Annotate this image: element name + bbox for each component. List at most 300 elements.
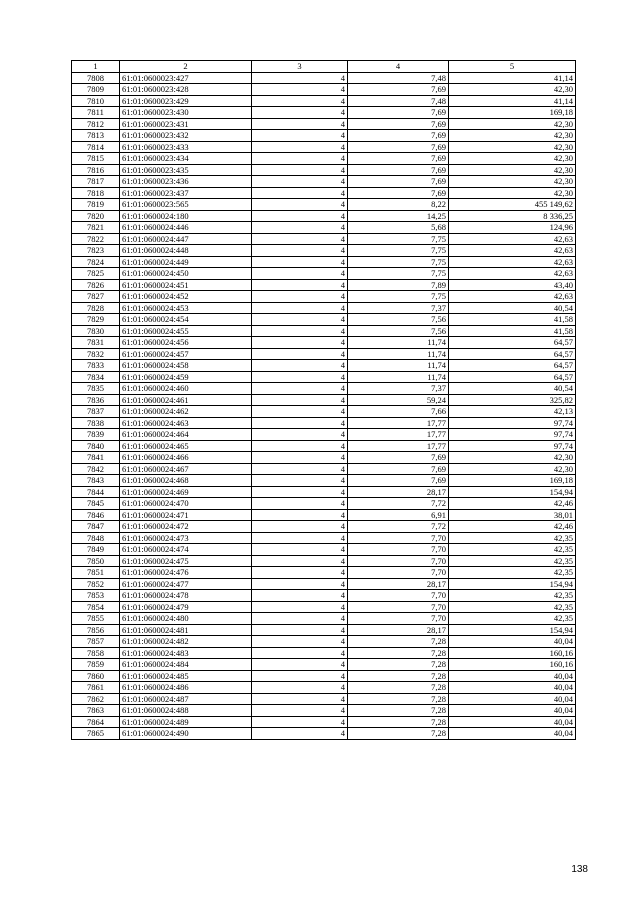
table-cell-col2: 61:01:0600024:484 xyxy=(120,659,252,671)
table-row xyxy=(72,199,576,211)
table-cell-col2: 61:01:0600024:469 xyxy=(120,486,252,498)
table-cell-col3: 4 xyxy=(252,521,348,533)
table-cell-col5: 42,30 xyxy=(449,463,576,475)
table-cell-col3: 4 xyxy=(252,118,348,130)
table-cell-col5: 40,04 xyxy=(449,670,576,682)
table-cell-col4: 7,28 xyxy=(348,636,449,648)
table-cell-col1: 7856 xyxy=(72,624,120,636)
table-cell-col3: 4 xyxy=(252,279,348,291)
table-cell-col1: 7860 xyxy=(72,670,120,682)
table-cell-col2: 61:01:0600024:448 xyxy=(120,245,252,257)
table-cell-col3: 4 xyxy=(252,728,348,740)
table-cell-col4: 28,17 xyxy=(348,578,449,590)
table-cell-col2: 61:01:0600024:446 xyxy=(120,222,252,234)
table-row xyxy=(72,371,576,383)
table-cell-col5: 42,30 xyxy=(449,130,576,142)
table-cell-col4: 7,69 xyxy=(348,130,449,142)
table-cell-col3: 4 xyxy=(252,475,348,487)
table-cell-col5: 97,74 xyxy=(449,429,576,441)
table-cell-col1: 7821 xyxy=(72,222,120,234)
table-cell-col4: 7,66 xyxy=(348,406,449,418)
table-cell-col2: 61:01:0600024:483 xyxy=(120,647,252,659)
page-number: 138 xyxy=(571,864,588,875)
table-cell-col1: 7864 xyxy=(72,716,120,728)
table-cell-col2: 61:01:0600024:468 xyxy=(120,475,252,487)
table-row xyxy=(72,486,576,498)
table-cell-col3: 4 xyxy=(252,555,348,567)
table-row xyxy=(72,636,576,648)
table-cell-col2: 61:01:0600024:462 xyxy=(120,406,252,418)
table-cell-col1: 7831 xyxy=(72,337,120,349)
table-cell-col3: 4 xyxy=(252,268,348,280)
table-cell-col5: 42,63 xyxy=(449,233,576,245)
table-cell-col3: 4 xyxy=(252,624,348,636)
table-cell-col3: 4 xyxy=(252,233,348,245)
table-row xyxy=(72,222,576,234)
table-row xyxy=(72,716,576,728)
table-cell-col5: 42,35 xyxy=(449,590,576,602)
table-cell-col2: 61:01:0600024:464 xyxy=(120,429,252,441)
table-cell-col5: 154,94 xyxy=(449,624,576,636)
table-cell-col2: 61:01:0600023:433 xyxy=(120,141,252,153)
table-row xyxy=(72,670,576,682)
table-cell-col1: 7829 xyxy=(72,314,120,326)
table-cell-col4: 7,28 xyxy=(348,716,449,728)
table-cell-col4: 7,69 xyxy=(348,141,449,153)
table-cell-col5: 42,63 xyxy=(449,245,576,257)
table-row xyxy=(72,130,576,142)
table-cell-col1: 7839 xyxy=(72,429,120,441)
table-cell-col4: 7,28 xyxy=(348,670,449,682)
table-row xyxy=(72,647,576,659)
table-cell-col2: 61:01:0600024:454 xyxy=(120,314,252,326)
table-cell-col4: 7,69 xyxy=(348,107,449,119)
table-row xyxy=(72,624,576,636)
table-cell-col3: 4 xyxy=(252,417,348,429)
table-cell-col2: 61:01:0600023:431 xyxy=(120,118,252,130)
table-cell-col5: 42,30 xyxy=(449,153,576,165)
table-cell-col5: 42,63 xyxy=(449,256,576,268)
table-cell-col3: 4 xyxy=(252,107,348,119)
table-cell-col4: 7,37 xyxy=(348,302,449,314)
table-cell-col1: 7826 xyxy=(72,279,120,291)
table-cell-col4: 11,74 xyxy=(348,360,449,372)
table-cell-col4: 7,56 xyxy=(348,314,449,326)
table-cell-col5: 41,14 xyxy=(449,72,576,84)
table-cell-col1: 7853 xyxy=(72,590,120,602)
table-cell-col1: 7812 xyxy=(72,118,120,130)
table-cell-col2: 61:01:0600023:435 xyxy=(120,164,252,176)
table-cell-col2: 61:01:0600023:427 xyxy=(120,72,252,84)
table-row xyxy=(72,233,576,245)
table-cell-col5: 42,30 xyxy=(449,176,576,188)
table-row xyxy=(72,429,576,441)
table-cell-col4: 7,72 xyxy=(348,521,449,533)
table-cell-col3: 4 xyxy=(252,682,348,694)
table-cell-col4: 7,75 xyxy=(348,256,449,268)
table-row xyxy=(72,613,576,625)
table-cell-col5: 42,30 xyxy=(449,84,576,96)
table-cell-col4: 7,28 xyxy=(348,693,449,705)
table-cell-col5: 40,04 xyxy=(449,693,576,705)
table-cell-col1: 7817 xyxy=(72,176,120,188)
table-cell-col2: 61:01:0600024:447 xyxy=(120,233,252,245)
table-cell-col1: 7845 xyxy=(72,498,120,510)
table-row xyxy=(72,291,576,303)
table-cell-col3: 4 xyxy=(252,256,348,268)
table-row xyxy=(72,498,576,510)
table-cell-col2: 61:01:0600024:451 xyxy=(120,279,252,291)
table-cell-col1: 7808 xyxy=(72,72,120,84)
table-cell-col2: 61:01:0600024:460 xyxy=(120,383,252,395)
table-cell-col4: 7,28 xyxy=(348,728,449,740)
table-cell-col2: 61:01:0600024:485 xyxy=(120,670,252,682)
table-cell-col4: 7,56 xyxy=(348,325,449,337)
table-cell-col4: 7,75 xyxy=(348,291,449,303)
table-cell-col5: 40,04 xyxy=(449,728,576,740)
table-cell-col5: 42,63 xyxy=(449,291,576,303)
table-cell-col3: 4 xyxy=(252,590,348,602)
table-cell-col2: 61:01:0600023:428 xyxy=(120,84,252,96)
table-cell-col3: 4 xyxy=(252,452,348,464)
table-cell-col3: 4 xyxy=(252,601,348,613)
table-row xyxy=(72,601,576,613)
table-cell-col4: 7,37 xyxy=(348,383,449,395)
table-cell-col3: 4 xyxy=(252,659,348,671)
table-cell-col5: 43,40 xyxy=(449,279,576,291)
table-cell-col1: 7837 xyxy=(72,406,120,418)
table-cell-col5: 154,94 xyxy=(449,486,576,498)
table-cell-col1: 7850 xyxy=(72,555,120,567)
table-cell-col4: 17,77 xyxy=(348,417,449,429)
table-cell-col3: 4 xyxy=(252,153,348,165)
table-cell-col1: 7861 xyxy=(72,682,120,694)
table-cell-col3: 4 xyxy=(252,72,348,84)
table-cell-col1: 7834 xyxy=(72,371,120,383)
table-cell-col5: 40,04 xyxy=(449,636,576,648)
table-cell-col2: 61:01:0600024:466 xyxy=(120,452,252,464)
table-cell-col1: 7816 xyxy=(72,164,120,176)
table-row xyxy=(72,95,576,107)
table-row xyxy=(72,475,576,487)
table-cell-col1: 7847 xyxy=(72,521,120,533)
table-row xyxy=(72,302,576,314)
table-cell-col2: 61:01:0600024:470 xyxy=(120,498,252,510)
table-cell-col3: 4 xyxy=(252,245,348,257)
table-cell-col4: 7,69 xyxy=(348,153,449,165)
table-cell-col4: 14,25 xyxy=(348,210,449,222)
table-row xyxy=(72,705,576,717)
table-cell-col3: 4 xyxy=(252,532,348,544)
table-cell-col5: 42,30 xyxy=(449,164,576,176)
table-cell-col2: 61:01:0600024:475 xyxy=(120,555,252,567)
table-cell-col3: 4 xyxy=(252,670,348,682)
table-cell-col1: 7811 xyxy=(72,107,120,119)
table-cell-col4: 17,77 xyxy=(348,429,449,441)
table-cell-col1: 7846 xyxy=(72,509,120,521)
table-row xyxy=(72,107,576,119)
table-cell-col4: 7,70 xyxy=(348,590,449,602)
table-row xyxy=(72,544,576,556)
table-cell-col3: 4 xyxy=(252,394,348,406)
table-row xyxy=(72,463,576,475)
table-cell-col2: 61:01:0600023:434 xyxy=(120,153,252,165)
table-cell-col5: 42,30 xyxy=(449,452,576,464)
table-cell-col5: 40,04 xyxy=(449,682,576,694)
table-cell-col3: 4 xyxy=(252,567,348,579)
table-cell-col2: 61:01:0600024:487 xyxy=(120,693,252,705)
table-cell-col4: 7,28 xyxy=(348,705,449,717)
table-cell-col1: 7810 xyxy=(72,95,120,107)
table-row xyxy=(72,360,576,372)
table-cell-col5: 64,57 xyxy=(449,371,576,383)
table-cell-col3: 4 xyxy=(252,544,348,556)
table-cell-col5: 169,18 xyxy=(449,475,576,487)
table-cell-col3: 4 xyxy=(252,440,348,452)
table-cell-col4: 7,70 xyxy=(348,555,449,567)
table-cell-col2: 61:01:0600024:459 xyxy=(120,371,252,383)
table-row xyxy=(72,532,576,544)
table-cell-col5: 38,01 xyxy=(449,509,576,521)
table-cell-col4: 17,77 xyxy=(348,440,449,452)
table-cell-col3: 4 xyxy=(252,164,348,176)
table-row xyxy=(72,164,576,176)
table-cell-col1: 7865 xyxy=(72,728,120,740)
table-row xyxy=(72,406,576,418)
column-header-1: 1 xyxy=(72,61,120,73)
table-cell-col4: 7,75 xyxy=(348,245,449,257)
table-row xyxy=(72,210,576,222)
table-cell-col3: 4 xyxy=(252,314,348,326)
table-cell-col3: 4 xyxy=(252,176,348,188)
table-cell-col5: 64,57 xyxy=(449,348,576,360)
table-cell-col2: 61:01:0600024:455 xyxy=(120,325,252,337)
table-cell-col3: 4 xyxy=(252,325,348,337)
table-cell-col3: 4 xyxy=(252,486,348,498)
table-body xyxy=(72,72,576,739)
table-row xyxy=(72,417,576,429)
table-cell-col4: 7,69 xyxy=(348,164,449,176)
table-row xyxy=(72,682,576,694)
table-row xyxy=(72,187,576,199)
table-cell-col3: 4 xyxy=(252,84,348,96)
table-row xyxy=(72,509,576,521)
table-cell-col5: 64,57 xyxy=(449,337,576,349)
table-cell-col4: 7,28 xyxy=(348,682,449,694)
table-cell-col2: 61:01:0600024:486 xyxy=(120,682,252,694)
table-row xyxy=(72,521,576,533)
table-cell-col3: 4 xyxy=(252,222,348,234)
table-cell-col1: 7835 xyxy=(72,383,120,395)
table-row xyxy=(72,555,576,567)
table-cell-col2: 61:01:0600024:478 xyxy=(120,590,252,602)
table-cell-col3: 4 xyxy=(252,406,348,418)
land-register-table xyxy=(71,60,576,740)
table-row xyxy=(72,245,576,257)
table-cell-col2: 61:01:0600024:490 xyxy=(120,728,252,740)
table-row xyxy=(72,256,576,268)
table-cell-col2: 61:01:0600024:465 xyxy=(120,440,252,452)
table-cell-col3: 4 xyxy=(252,199,348,211)
table-cell-col5: 42,63 xyxy=(449,268,576,280)
table-cell-col4: 7,69 xyxy=(348,187,449,199)
table-cell-col1: 7819 xyxy=(72,199,120,211)
column-header-4: 4 xyxy=(348,61,449,73)
table-cell-col1: 7838 xyxy=(72,417,120,429)
table-row xyxy=(72,72,576,84)
table-cell-col1: 7833 xyxy=(72,360,120,372)
table-cell-col2: 61:01:0600023:437 xyxy=(120,187,252,199)
table-row xyxy=(72,394,576,406)
table-cell-col3: 4 xyxy=(252,578,348,590)
table-cell-col5: 124,96 xyxy=(449,222,576,234)
table-cell-col1: 7822 xyxy=(72,233,120,245)
table-row xyxy=(72,153,576,165)
table-row xyxy=(72,314,576,326)
table-cell-col3: 4 xyxy=(252,463,348,475)
table-cell-col2: 61:01:0600024:476 xyxy=(120,567,252,579)
table-cell-col2: 61:01:0600024:467 xyxy=(120,463,252,475)
table-cell-col4: 7,28 xyxy=(348,659,449,671)
table-cell-col3: 4 xyxy=(252,613,348,625)
table-cell-col4: 7,48 xyxy=(348,95,449,107)
table-cell-col3: 4 xyxy=(252,371,348,383)
table-row xyxy=(72,693,576,705)
table-cell-col5: 41,14 xyxy=(449,95,576,107)
table-cell-col2: 61:01:0600024:480 xyxy=(120,613,252,625)
table-row xyxy=(72,141,576,153)
table-cell-col4: 7,69 xyxy=(348,118,449,130)
table-cell-col3: 4 xyxy=(252,302,348,314)
table-cell-col4: 8,22 xyxy=(348,199,449,211)
table-cell-col2: 61:01:0600024:488 xyxy=(120,705,252,717)
table-cell-col3: 4 xyxy=(252,130,348,142)
table-cell-col2: 61:01:0600024:472 xyxy=(120,521,252,533)
table-cell-col2: 61:01:0600024:452 xyxy=(120,291,252,303)
table-row xyxy=(72,325,576,337)
table-cell-col4: 7,70 xyxy=(348,601,449,613)
table-row xyxy=(72,590,576,602)
table-cell-col1: 7854 xyxy=(72,601,120,613)
table-cell-col3: 4 xyxy=(252,498,348,510)
table-cell-col2: 61:01:0600024:457 xyxy=(120,348,252,360)
table-cell-col4: 7,72 xyxy=(348,498,449,510)
table-row xyxy=(72,84,576,96)
table-cell-col5: 97,74 xyxy=(449,440,576,452)
table-cell-col1: 7848 xyxy=(72,532,120,544)
table-cell-col1: 7859 xyxy=(72,659,120,671)
table-cell-col5: 42,46 xyxy=(449,498,576,510)
table-cell-col5: 42,35 xyxy=(449,601,576,613)
table-row xyxy=(72,578,576,590)
table-cell-col3: 4 xyxy=(252,509,348,521)
table-cell-col4: 7,69 xyxy=(348,176,449,188)
table-cell-col2: 61:01:0600024:456 xyxy=(120,337,252,349)
table-cell-col4: 7,70 xyxy=(348,532,449,544)
table-cell-col4: 7,89 xyxy=(348,279,449,291)
table-row xyxy=(72,440,576,452)
table-cell-col5: 42,30 xyxy=(449,141,576,153)
table-cell-col1: 7842 xyxy=(72,463,120,475)
table-cell-col1: 7813 xyxy=(72,130,120,142)
table-cell-col5: 42,35 xyxy=(449,555,576,567)
table-cell-col4: 7,70 xyxy=(348,544,449,556)
table-cell-col2: 61:01:0600024:489 xyxy=(120,716,252,728)
table-cell-col2: 61:01:0600024:458 xyxy=(120,360,252,372)
table-cell-col4: 7,70 xyxy=(348,613,449,625)
table-cell-col2: 61:01:0600024:449 xyxy=(120,256,252,268)
table-cell-col4: 7,70 xyxy=(348,567,449,579)
column-header-2: 2 xyxy=(120,61,252,73)
table-cell-col1: 7849 xyxy=(72,544,120,556)
table-cell-col2: 61:01:0600024:474 xyxy=(120,544,252,556)
table-cell-col4: 7,69 xyxy=(348,84,449,96)
table-cell-col4: 11,74 xyxy=(348,371,449,383)
table-cell-col1: 7824 xyxy=(72,256,120,268)
table-cell-col2: 61:01:0600024:477 xyxy=(120,578,252,590)
table-cell-col5: 64,57 xyxy=(449,360,576,372)
table-cell-col4: 11,74 xyxy=(348,337,449,349)
table-cell-col3: 4 xyxy=(252,636,348,648)
table-cell-col1: 7825 xyxy=(72,268,120,280)
table-cell-col1: 7827 xyxy=(72,291,120,303)
table-row xyxy=(72,567,576,579)
table-cell-col1: 7830 xyxy=(72,325,120,337)
table-cell-col5: 40,54 xyxy=(449,302,576,314)
table-cell-col3: 4 xyxy=(252,210,348,222)
table-cell-col1: 7815 xyxy=(72,153,120,165)
table-cell-col3: 4 xyxy=(252,360,348,372)
table-cell-col1: 7818 xyxy=(72,187,120,199)
table-cell-col3: 4 xyxy=(252,187,348,199)
table-cell-col1: 7863 xyxy=(72,705,120,717)
table-cell-col3: 4 xyxy=(252,337,348,349)
table-cell-col1: 7809 xyxy=(72,84,120,96)
table-cell-col5: 154,94 xyxy=(449,578,576,590)
table-cell-col3: 4 xyxy=(252,693,348,705)
table-cell-col3: 4 xyxy=(252,647,348,659)
table-cell-col3: 4 xyxy=(252,383,348,395)
table-cell-col4: 6,91 xyxy=(348,509,449,521)
table-cell-col5: 42,35 xyxy=(449,613,576,625)
table-cell-col2: 61:01:0600024:450 xyxy=(120,268,252,280)
table-cell-col5: 42,30 xyxy=(449,118,576,130)
table-cell-col1: 7852 xyxy=(72,578,120,590)
table-cell-col2: 61:01:0600024:479 xyxy=(120,601,252,613)
table-cell-col4: 28,17 xyxy=(348,624,449,636)
table-cell-col3: 4 xyxy=(252,348,348,360)
table-cell-col2: 61:01:0600024:471 xyxy=(120,509,252,521)
table-cell-col5: 325,82 xyxy=(449,394,576,406)
table-cell-col3: 4 xyxy=(252,291,348,303)
table-cell-col1: 7832 xyxy=(72,348,120,360)
table-cell-col5: 42,46 xyxy=(449,521,576,533)
table-cell-col2: 61:01:0600024:482 xyxy=(120,636,252,648)
table-cell-col4: 5,68 xyxy=(348,222,449,234)
table-cell-col2: 61:01:0600023:432 xyxy=(120,130,252,142)
table-cell-col3: 4 xyxy=(252,705,348,717)
table-row xyxy=(72,176,576,188)
table-cell-col5: 41,58 xyxy=(449,325,576,337)
column-header-5: 5 xyxy=(449,61,576,73)
table-cell-col2: 61:01:0600023:430 xyxy=(120,107,252,119)
table-cell-col4: 7,69 xyxy=(348,475,449,487)
table-cell-col2: 61:01:0600024:481 xyxy=(120,624,252,636)
table-cell-col1: 7855 xyxy=(72,613,120,625)
table-cell-col5: 42,35 xyxy=(449,532,576,544)
table-cell-col5: 160,16 xyxy=(449,659,576,671)
table-cell-col4: 7,48 xyxy=(348,72,449,84)
